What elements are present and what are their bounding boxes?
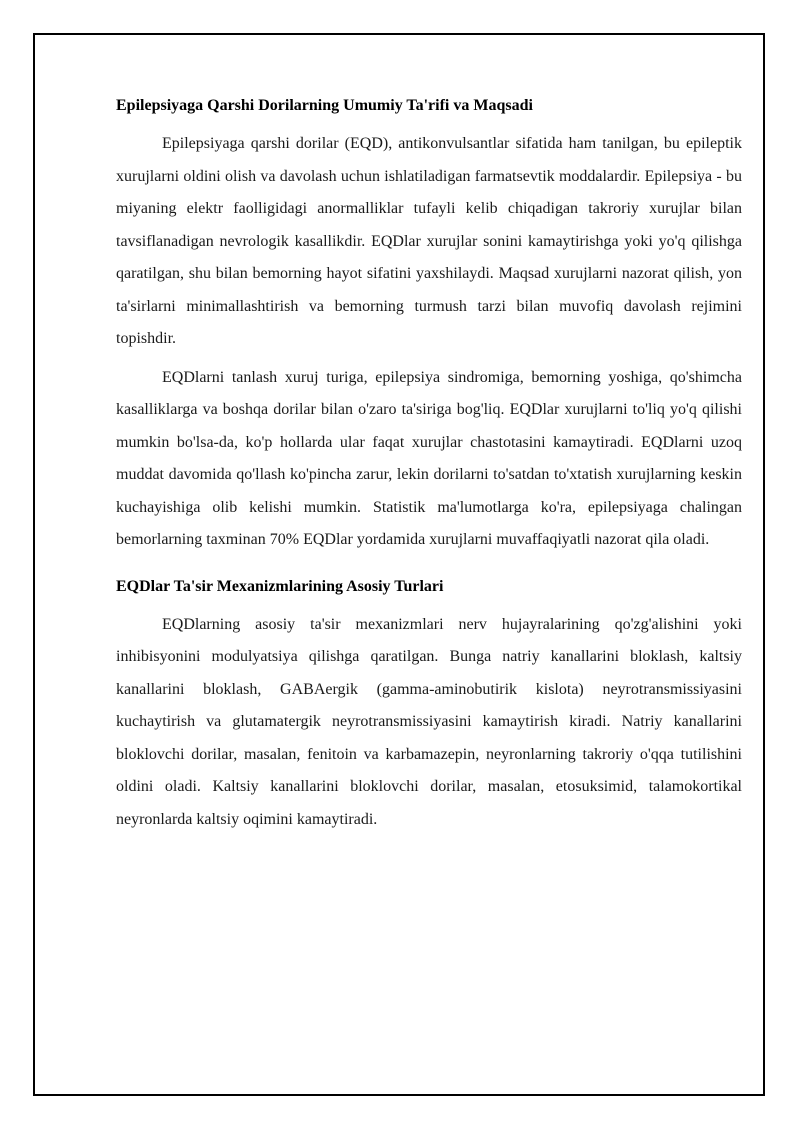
document-body	[116, 96, 742, 842]
section-heading-mechanisms: EQDlar Ta'sir Mexanizmlarining Asosiy Turlari	[116, 577, 444, 595]
section-heading-definition: Epilepsiyaga Qarshi Dorilarning Umumiy Ta'rifi va Maqsadi	[116, 97, 533, 114]
paragraph-definition-1: Epilepsiyaga qarshi dorilar (EQD), antikonvulsantlar sifatida ham tanilgan, bu epileptik xurujlarni oldini olish va davolash uchun ishlatiladigan farmatsevtik moddalardir. Epilepsiya - bu miyaning elektr faolligidagi anormalliklar tufayli kelib chiqadigan takroriy xurujlar bilan tavsiflanadigan nevrologik kasallikdir. EQDlar xurujlar sonini kamaytirishga yoki yo'q qilishga qaratilgan, shu bilan bemorning hayot sifatini yaxshilaydi. Maqsad xurujlarni nazorat qilish, yon ta'sirlarni minimallashtirish va bemorning turmush tarzi bilan muvofiq davolash rejimini topishdir.	[116, 135, 742, 347]
paragraph-mechanisms-1: EQDlarning asosiy ta'sir mexanizmlari nerv hujayralarining qo'zg'alishini yoki inhibisyonini modulyatsiya qilishga qaratilgan. Bunga natriy kanallarini bloklash, kaltsiy kanallarini bloklash, GABAergik (gamma-aminobutirik kislota) neyrotransmissiyasini kuchaytirish va glutamatergik neyrotransmissiyasini kamaytirish kiradi. Natriy kanallarini bloklovchi dorilar, masalan, fenitoin va karbamazepin, neyronlarning takroriy o'qqa tutilishini oldini oladi. Kaltsiy kanallarini bloklovchi dorilar, masalan, etosuksimid, talamokortikal neyronlarda kaltsiy oqimini kamaytiradi.	[116, 615, 742, 828]
paragraph-definition-2: EQDlarni tanlash xuruj turiga, epilepsiya sindromiga, bemorning yoshiga, qo'shimcha kasalliklarga va boshqa dorilar bilan o'zaro ta'siriga bog'liq. EQDlar xurujlarni to'liq yo'q qilishi mumkin bo'lsa-da, ko'p hollarda ular faqat xurujlar chastotasini kamaytiradi. EQDlarni uzoq muddat davomida qo'llash ko'pincha zarur, lekin dorilarni to'satdan to'xtatish xurujlarning keskin kuchayishiga olib kelishi mumkin. Statistik ma'lumotlarga ko'ra, epilepsiyaga chalingan bemorlarning taxminan 70% EQDlar yordamida xurujlarni muvaffaqiyatli nazorat qila oladi.	[116, 368, 742, 548]
